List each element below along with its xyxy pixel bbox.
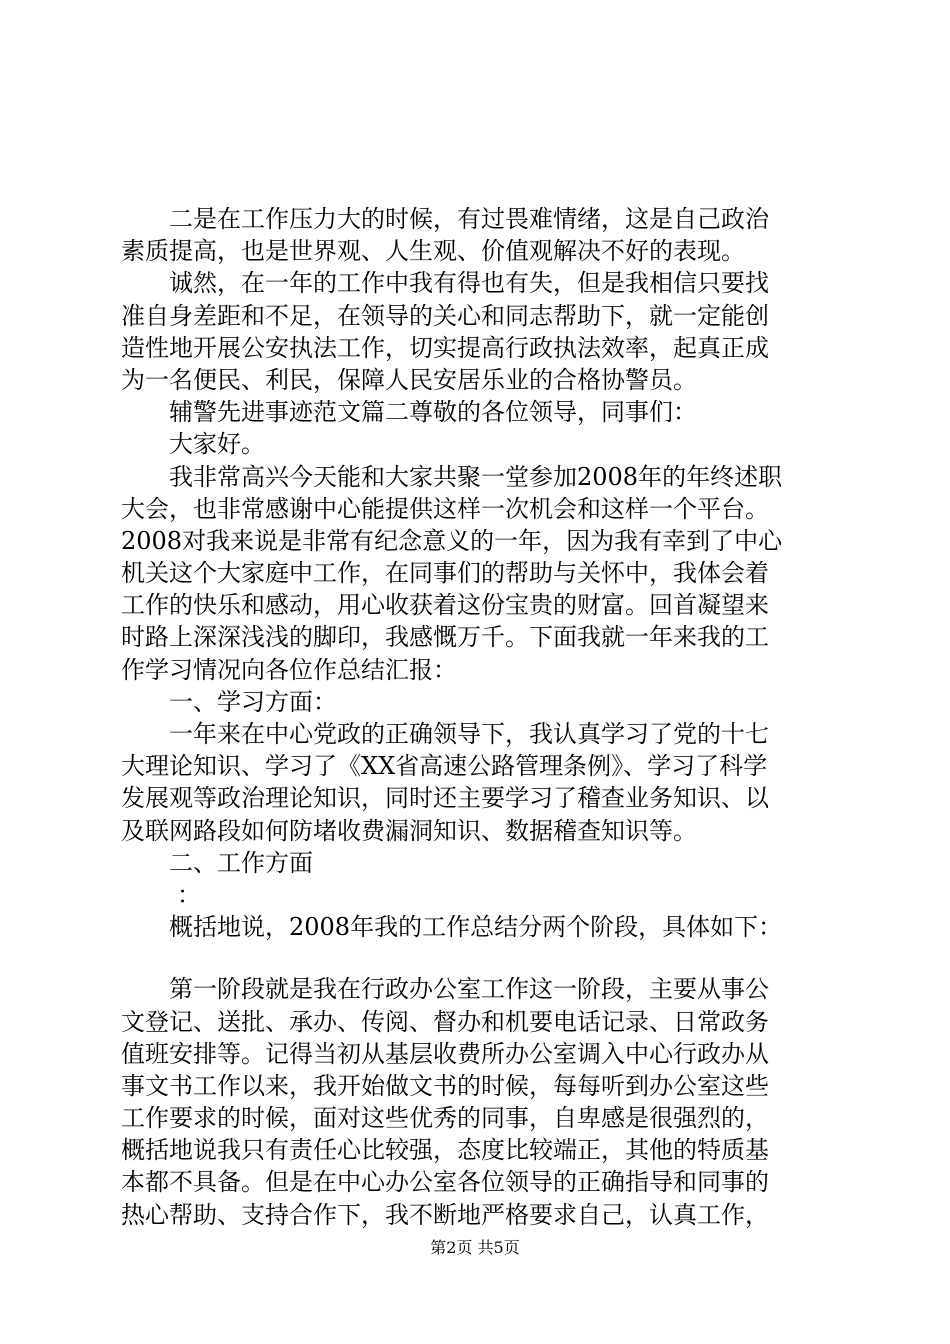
text-line: 工作要求的时候，面对这些优秀的同事，自卑感是很强烈的， — [121, 1104, 769, 1133]
text-line: 事文书工作以来，我开始做文书的时候，每每听到办公室这些 — [121, 1071, 769, 1100]
text-line: 作学习情况向各位作总结汇报： — [121, 655, 457, 684]
stray-colon: ： — [177, 880, 201, 909]
text-line: 文登记、送批、承办、传阅、督办和机要电话记录、日常政务 — [121, 1007, 769, 1036]
text-line: 一年来在中心党政的正确领导下，我认真学习了党的十七 — [121, 720, 769, 748]
text-line: 热心帮助、支持合作下，我不断地严格要求自己，认真工作， — [121, 1200, 769, 1229]
text-line: 诚然，在一年的工作中我有得也有失，但是我相信只要找 — [121, 269, 769, 298]
text-line: 概括地说我只有责任心比较强，态度比较端正，其他的特质基 — [121, 1136, 769, 1165]
text-line: 二是在工作压力大的时候，有过畏难情绪，这是自己政治 — [121, 205, 769, 233]
section-heading: 一、学习方面： — [121, 687, 337, 716]
text-line: 为一名便民、利民，保障人民安居乐业的合格协警员。 — [121, 365, 697, 394]
text-line: 大理论知识、学习了《XX省高速公路管理条例》、学习了科学 — [121, 752, 768, 781]
text-line: 辅警先进事迹范文篇二尊敬的各位领导，同事们： — [121, 398, 697, 427]
page-number-footer: 第2页 共5页 — [430, 1238, 520, 1257]
text-line: 机关这个大家庭中工作，在同事们的帮助与关怀中，我体会着 — [121, 559, 769, 588]
text-line: 我非常高兴今天能和大家共聚一堂参加2008年的年终述职 — [121, 462, 783, 491]
text-line: 第一阶段就是我在行政办公室工作这一阶段，主要从事公 — [121, 975, 769, 1004]
text-line: 发展观等政治理论知识，同时还主要学习了稽查业务知识、以 — [121, 784, 769, 813]
paragraph-gap — [121, 943, 833, 973]
text-line: 及联网路段如何防堵收费漏洞知识、数据稽查知识等。 — [121, 816, 697, 845]
text-line: 本都不具备。但是在中心办公室各位领导的正确指导和同事的 — [121, 1168, 769, 1197]
text-line: 素质提高，也是世界观、人生观、价值观解决不好的表现。 — [121, 237, 745, 266]
text-line: 工作的快乐和感动，用心收获着这份宝贵的财富。回首凝望来 — [121, 591, 769, 620]
text-line: 准自身差距和不足，在领导的关心和同志帮助下，就一定能创 — [121, 301, 769, 330]
text-line: 概括地说，2008年我的工作总结分两个阶段，具体如下： — [121, 913, 783, 942]
text-line: 时路上深深浅浅的脚印，我感慨万千。下面我就一年来我的工 — [121, 623, 769, 652]
body-text — [121, 203, 833, 1231]
text-line: 2008对我来说是非常有纪念意义的一年，因为我有幸到了中心 — [121, 526, 783, 555]
text-line: 大家好。 — [121, 430, 265, 459]
text-line: 造性地开展公安执法工作，切实提高行政执法效率，起真正成 — [121, 333, 769, 362]
text-line: 值班安排等。记得当初从基层收费所办公室调入中心行政办从 — [121, 1039, 769, 1068]
text-line: 大会，也非常感谢中心能提供这样一次机会和这样一个平台。 — [121, 494, 769, 523]
section-heading: 二、工作方面 — [121, 848, 313, 877]
